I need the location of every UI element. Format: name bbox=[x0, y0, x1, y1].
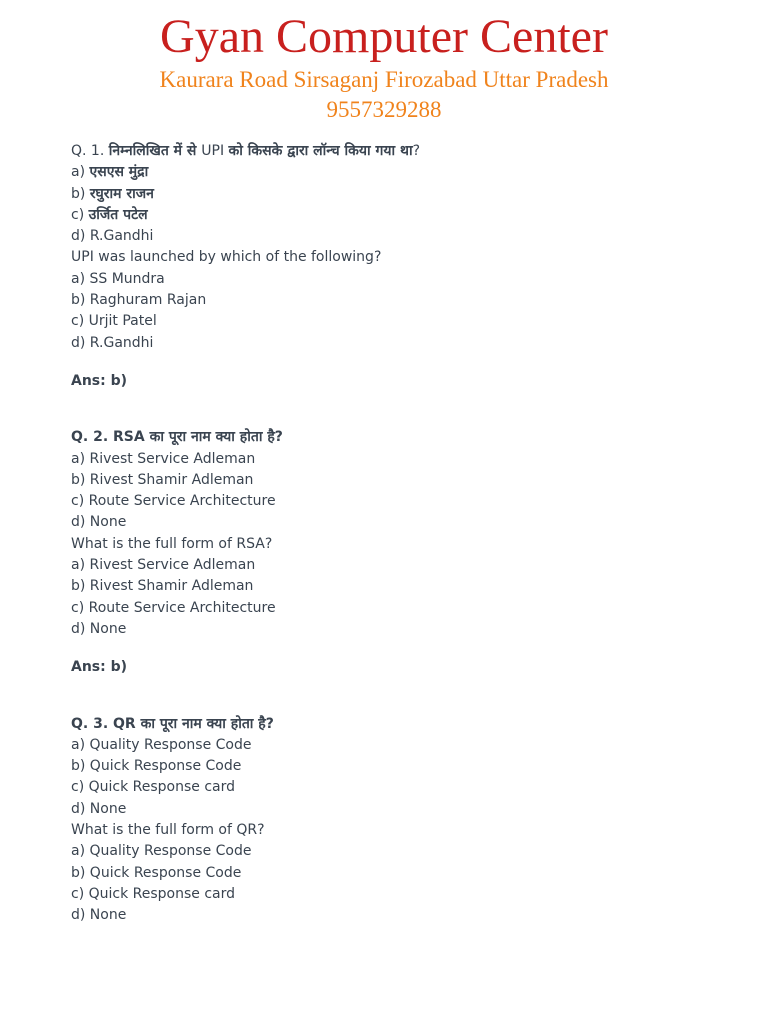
option-english-a: a) SS Mundra bbox=[71, 270, 165, 287]
question-text-part: निम्नलिखित में से bbox=[108, 143, 202, 159]
option-english-c: c) Route Service Architecture bbox=[71, 599, 276, 616]
option-english-d: d) None bbox=[71, 620, 127, 637]
page-title: Gyan Computer Center bbox=[160, 10, 608, 63]
option-english-c: c) Urjit Patel bbox=[71, 313, 157, 330]
option-english-a: a) Quality Response Code bbox=[71, 843, 252, 860]
option-hindi-a: a) Rivest Service Adleman bbox=[71, 450, 256, 467]
header bbox=[0, 0, 768, 125]
option-english-d: d) R.Gandhi bbox=[71, 334, 154, 351]
option-prefix: d) bbox=[71, 228, 90, 245]
option-hindi-a bbox=[71, 162, 711, 183]
option-english-b: b) Raghuram Rajan bbox=[71, 292, 207, 309]
question-english: UPI was launched by which of the following? bbox=[71, 249, 382, 266]
option-english-c: c) Quick Response card bbox=[71, 885, 236, 902]
option-hindi-c: c) Quick Response card bbox=[71, 779, 236, 796]
question-3 bbox=[71, 714, 711, 927]
address-line: Kaurara Road Sirsaganj Firozabad Uttar Pradesh bbox=[159, 67, 609, 92]
answer: Ans: b) bbox=[71, 659, 128, 676]
question-number: Q. 1. bbox=[71, 143, 109, 159]
question-1 bbox=[71, 141, 711, 392]
option-prefix: a) bbox=[71, 164, 90, 181]
option-prefix: b) bbox=[71, 185, 90, 202]
option-prefix: c) bbox=[71, 206, 89, 223]
option-hindi-b: b) Quick Response Code bbox=[71, 758, 242, 775]
question-text-part: UPI bbox=[201, 143, 229, 159]
option-hindi-d: d) None bbox=[71, 800, 127, 817]
question-title: Q. 2. RSA का पूरा नाम क्या होता है? bbox=[71, 429, 283, 446]
option-english-a: a) Rivest Service Adleman bbox=[71, 557, 256, 574]
question-english: What is the full form of QR? bbox=[71, 822, 265, 839]
option-hindi-b bbox=[71, 184, 711, 205]
phone-number: 9557329288 bbox=[326, 97, 442, 122]
question-text-part: ? bbox=[412, 143, 421, 159]
answer: Ans: b) bbox=[71, 372, 128, 389]
option-english-b: b) Rivest Shamir Adleman bbox=[71, 578, 254, 595]
question-text-part: को किसके द्वारा लॉन्च किया गया था bbox=[228, 143, 413, 159]
question-title: Q. 3. QR का पूरा नाम क्या होता है? bbox=[71, 715, 274, 732]
question-english: What is the full form of RSA? bbox=[71, 535, 273, 552]
question-list bbox=[71, 141, 711, 927]
question-title bbox=[71, 141, 711, 162]
option-hindi-a: a) Quality Response Code bbox=[71, 736, 252, 753]
option-english-b: b) Quick Response Code bbox=[71, 864, 242, 881]
option-text: उर्जित पटेल bbox=[88, 206, 148, 223]
option-text: R.Gandhi bbox=[89, 228, 154, 245]
option-hindi-b: b) Rivest Shamir Adleman bbox=[71, 471, 254, 488]
option-hindi-d bbox=[71, 226, 711, 247]
option-english-d: d) None bbox=[71, 907, 127, 924]
question-2 bbox=[71, 427, 711, 678]
option-text: रघुराम राजन bbox=[89, 185, 154, 202]
option-hindi-d: d) None bbox=[71, 514, 127, 531]
option-hindi-c: c) Route Service Architecture bbox=[71, 493, 276, 510]
option-text: एसएस मुंद्रा bbox=[89, 164, 149, 181]
option-hindi-c bbox=[71, 205, 711, 226]
